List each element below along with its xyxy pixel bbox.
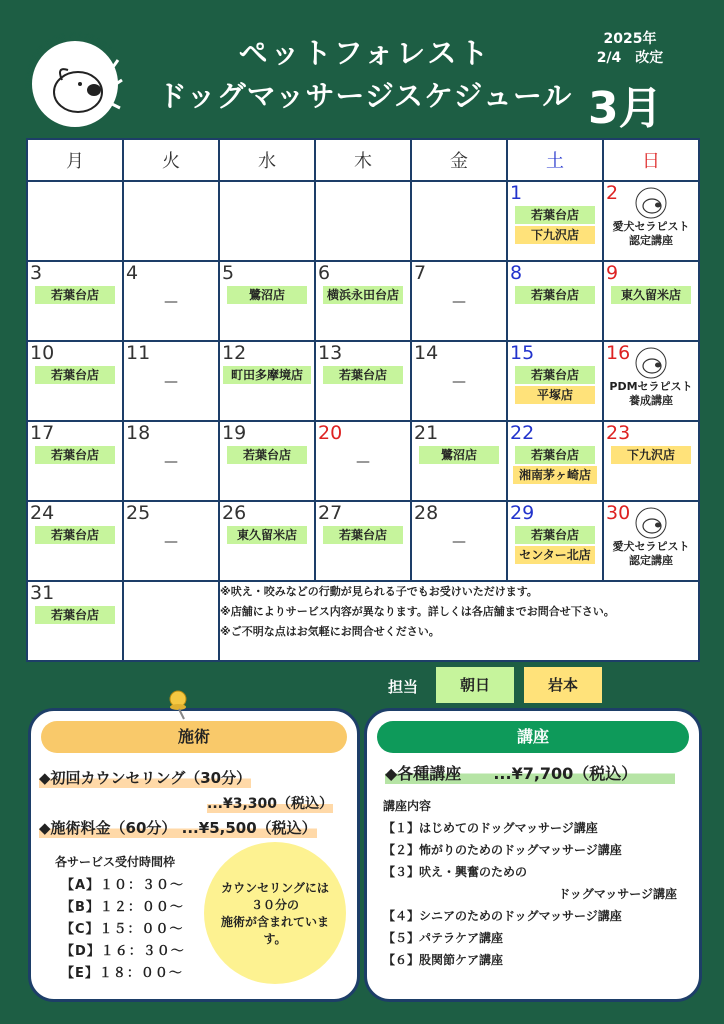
month-label: 3月 (588, 83, 663, 134)
revision-date: 2/4 改定 (596, 50, 664, 66)
store-tag: 若葉台店 (35, 446, 115, 464)
lecture-line1: PDMセラピスト (609, 380, 693, 393)
store-tag: 下九沢店 (611, 446, 691, 464)
day-number: 24 (30, 502, 55, 524)
time-slot-d: 【D】１６：３０～ (61, 944, 185, 959)
treatment-fee-price: ...¥5,500（税込） (181, 819, 317, 837)
week-row (27, 261, 699, 341)
store-tag: 若葉台店 (515, 206, 595, 224)
week-row (27, 341, 699, 421)
day-cell (219, 261, 315, 341)
charge-label: 担当 (388, 678, 419, 696)
course-line: 【５】パテラケア講座 (383, 931, 504, 945)
day-cell-empty (123, 181, 219, 261)
store-tag: 町田多摩境店 (223, 366, 311, 384)
day-number: 7 (414, 262, 427, 284)
day-number: 4 (126, 262, 139, 284)
day-cell (411, 341, 507, 421)
day-cell (315, 261, 411, 341)
store-tag: センター北店 (515, 546, 595, 564)
store-tag: 鷺沼店 (227, 286, 307, 304)
store-tag: 若葉台店 (515, 526, 595, 544)
day-cell (27, 581, 123, 661)
day-cell (411, 501, 507, 581)
store-tag: 若葉台店 (35, 606, 115, 624)
week-row (27, 501, 699, 581)
revision-info (590, 30, 670, 68)
day-number: 2 (606, 182, 619, 204)
day-cell (507, 181, 603, 261)
day-cell (603, 501, 699, 581)
day-number: 28 (414, 502, 439, 524)
day-cell (219, 501, 315, 581)
notes-cell (219, 581, 699, 661)
course-line: 【４】シニアのためのドッグマッサージ講座 (383, 909, 622, 923)
lecture-line2: 認定講座 (629, 554, 673, 567)
store-tag: 若葉台店 (227, 446, 307, 464)
week-row (27, 421, 699, 501)
day-cell (123, 261, 219, 341)
lecture-line1: 愛犬セラピスト (612, 220, 690, 233)
title-line1: ペットフォレスト (238, 36, 492, 70)
counseling-price: ...¥3,300（税込） (207, 793, 333, 813)
time-slots (61, 875, 185, 985)
course-price: ...¥7,700（税込） (493, 764, 638, 783)
day-number: 5 (222, 262, 235, 284)
day-cell (315, 421, 411, 501)
day-number: 6 (318, 262, 331, 284)
no-session-dash: — (452, 374, 466, 390)
schedule-calendar (26, 138, 700, 662)
times-title: 各サービス受付時間枠 (55, 855, 176, 869)
day-number: 3 (30, 262, 43, 284)
day-cell (603, 341, 699, 421)
store-tag: 若葉台店 (515, 366, 595, 384)
logo-text: PERCEIVE DOG MASSAGE (24, 30, 114, 89)
store-tag: 若葉台店 (35, 366, 115, 384)
store-tag: 鷺沼店 (419, 446, 499, 464)
day-cell-empty (411, 181, 507, 261)
course-line: 【３】吠え・興奮のための (383, 865, 528, 879)
day-number: 21 (414, 422, 439, 444)
store-tag: 湘南茅ヶ崎店 (513, 466, 597, 484)
day-cell (315, 341, 411, 421)
day-cell (507, 421, 603, 501)
day-cell-empty (219, 181, 315, 261)
time-slot-b: 【B】１２：００～ (61, 900, 184, 915)
day-number: 11 (126, 342, 151, 364)
store-tag: 横浜永田台店 (323, 286, 403, 304)
day-number: 27 (318, 502, 343, 524)
no-session-dash: — (164, 374, 178, 390)
dog-massage-logo-icon (631, 346, 671, 380)
day-cell-empty (27, 181, 123, 261)
lecture-line2: 養成講座 (629, 394, 673, 407)
no-session-dash: — (164, 534, 178, 550)
day-number: 22 (510, 422, 535, 444)
lecture-label (604, 380, 698, 408)
week-row (27, 581, 699, 661)
day-number: 13 (318, 342, 343, 364)
day-number: 30 (606, 502, 631, 524)
day-cell (507, 261, 603, 341)
store-tag: 東久留米店 (611, 286, 691, 304)
day-cell (27, 341, 123, 421)
day-number: 12 (222, 342, 247, 364)
weekday-tue: 火 (123, 139, 219, 181)
note-line: ※店舗によりサービス内容が異なります。詳しくは各店舗までお問合せ下さい。 (220, 605, 615, 618)
day-cell-empty (315, 181, 411, 261)
time-slot-e: 【E】１８：００～ (61, 966, 183, 981)
day-cell (123, 501, 219, 581)
course-line: 【１】はじめてのドッグマッサージ講座 (383, 821, 598, 835)
store-tag: 若葉台店 (323, 366, 403, 384)
weekday-fri: 金 (411, 139, 507, 181)
course-line: 【６】股関節ケア講座 (383, 953, 504, 967)
weekday-sun: 日 (603, 139, 699, 181)
circle-line: 施術が含まれていま (220, 915, 329, 929)
day-cell (27, 421, 123, 501)
revision-year: 2025年 (603, 31, 657, 47)
store-tag: 若葉台店 (323, 526, 403, 544)
title-line2: ドッグマッサージスケジュール (157, 79, 573, 113)
day-cell-empty (123, 581, 219, 661)
weekday-sat: 土 (507, 139, 603, 181)
dog-massage-logo-icon (631, 186, 671, 220)
treatment-heading: 施術 (41, 721, 347, 753)
day-number: 18 (126, 422, 151, 444)
day-cell (411, 421, 507, 501)
no-session-dash: — (164, 454, 178, 470)
time-slot-a: 【A】１０：３０～ (61, 878, 185, 893)
store-tag: 東久留米店 (227, 526, 307, 544)
week-row (27, 181, 699, 261)
day-cell (27, 501, 123, 581)
no-session-dash: — (356, 454, 370, 470)
day-number: 19 (222, 422, 247, 444)
course-list (383, 817, 683, 971)
day-cell (27, 261, 123, 341)
day-cell (603, 181, 699, 261)
weekday-wed: 水 (219, 139, 315, 181)
day-number: 26 (222, 502, 247, 524)
course-price-line (385, 761, 675, 784)
circle-line: す。 (263, 932, 287, 946)
course-heading: 講座 (377, 721, 689, 753)
store-tag: 若葉台店 (515, 286, 595, 304)
day-number: 8 (510, 262, 523, 284)
course-panel (364, 708, 702, 1002)
course-content-title: 講座内容 (383, 799, 432, 813)
day-number: 16 (606, 342, 631, 364)
day-cell (123, 341, 219, 421)
day-number: 15 (510, 342, 535, 364)
weekday-header (27, 139, 699, 181)
day-number: 10 (30, 342, 55, 364)
day-cell (507, 341, 603, 421)
day-number: 9 (606, 262, 619, 284)
charge-person-iwamoto: 岩本 (524, 667, 602, 703)
day-cell (219, 341, 315, 421)
lecture-label (604, 540, 698, 568)
circle-line: カウンセリングには (221, 881, 329, 895)
lecture-label (604, 220, 698, 248)
weekday-thu: 木 (315, 139, 411, 181)
counseling-item: ◆初回カウンセリング（30分） (39, 769, 252, 787)
day-cell (315, 501, 411, 581)
course-line: 【２】怖がりのためのドッグマッサージ講座 (383, 843, 622, 857)
day-number: 23 (606, 422, 631, 444)
course-line: ドッグマッサージ講座 (558, 887, 677, 901)
note-line: ※吠え・咬みなどの行動が見られる子でもお受けいただけます。 (220, 585, 538, 598)
day-number: 29 (510, 502, 535, 524)
day-number: 17 (30, 422, 55, 444)
charge-person-asahi: 朝日 (436, 667, 514, 703)
day-number: 31 (30, 582, 55, 604)
time-slot-c: 【C】１５：００～ (61, 922, 184, 937)
treatment-fee-item (39, 817, 317, 838)
day-cell (123, 421, 219, 501)
day-number: 25 (126, 502, 151, 524)
day-cell (507, 501, 603, 581)
pushpin-icon (166, 690, 192, 720)
counseling-note-circle (204, 842, 346, 984)
store-tag: 若葉台店 (35, 526, 115, 544)
no-session-dash: — (452, 534, 466, 550)
store-tag: 平塚店 (515, 386, 595, 404)
store-tag: 下九沢店 (515, 226, 595, 244)
no-session-dash: — (452, 294, 466, 310)
day-number: 14 (414, 342, 439, 364)
day-cell (411, 261, 507, 341)
weekday-mon: 月 (27, 139, 123, 181)
circle-line: ３０分の (250, 898, 299, 912)
dog-massage-logo-icon (631, 506, 671, 540)
day-cell (603, 261, 699, 341)
course-item: ◆各種講座 (385, 764, 462, 783)
store-tag: 若葉台店 (35, 286, 115, 304)
day-cell (603, 421, 699, 501)
no-session-dash: — (164, 294, 178, 310)
lecture-line1: 愛犬セラピスト (612, 540, 690, 553)
lecture-line2: 認定講座 (629, 234, 673, 247)
day-number: 1 (510, 182, 523, 204)
store-tag: 若葉台店 (515, 446, 595, 464)
treatment-fee-label: ◆施術料金（60分） (39, 819, 177, 837)
day-cell (219, 421, 315, 501)
perceive-dog-massage-logo (22, 30, 128, 134)
day-number: 20 (318, 422, 343, 444)
note-line: ※ご不明な点はお気軽にお問合せください。 (220, 625, 440, 638)
